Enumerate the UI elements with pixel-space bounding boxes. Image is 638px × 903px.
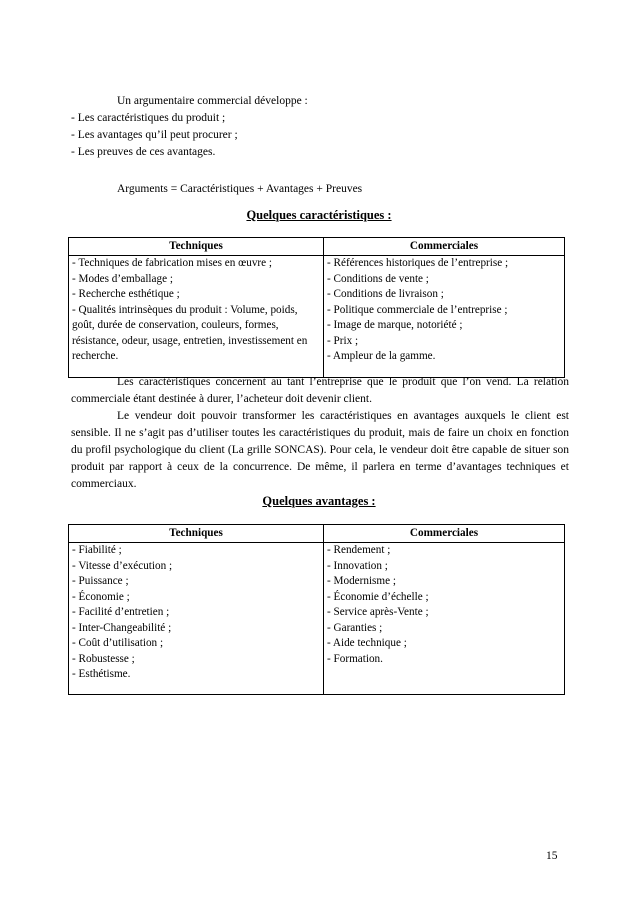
- list-item: - Aide technique ;: [327, 637, 407, 649]
- intro-lead: Un argumentaire commercial développe :: [117, 95, 308, 107]
- page-number: 15: [546, 850, 558, 862]
- list-item: - Modes d’emballage ;: [72, 272, 173, 285]
- list-item: - Recherche esthétique ;: [72, 288, 180, 300]
- commerciales-cell: [324, 256, 565, 378]
- list-item: - Économie ;: [72, 590, 130, 603]
- list-item: - Service après-Vente ;: [327, 606, 429, 618]
- arguments-formula: Arguments = Caractéristiques + Avantages + Preuves: [117, 183, 363, 195]
- caracteristiques-table: [68, 237, 565, 378]
- list-item: - Image de marque, notoriété ;: [327, 319, 463, 331]
- list-item: - Esthétisme.: [72, 668, 131, 680]
- paragraph: Les caractéristiques concernent au tant l’entreprise que le produit que l’on vend. La relation commerciale étant destinée à durer, l’acheteur doit devenir client.: [71, 376, 569, 405]
- list-item: - Garanties ;: [327, 621, 383, 634]
- intro-block: [71, 93, 571, 161]
- list-item: - Modernisme ;: [327, 575, 396, 587]
- list-item: - Vitesse d’exécution ;: [72, 559, 173, 572]
- intro-item: - Les caractéristiques du produit ;: [71, 112, 226, 124]
- list-item: - Inter-Changeabilité ;: [72, 621, 172, 634]
- list-item: - Robustesse ;: [72, 652, 135, 665]
- list-item: - Prix ;: [327, 334, 359, 347]
- list-item: - Facilité d’entretien ;: [72, 606, 170, 618]
- techniques-cell: [69, 256, 324, 378]
- body-text: [71, 374, 569, 493]
- list-item: - Fiabilité ;: [72, 544, 122, 556]
- list-item: - Politique commerciale de l’entreprise ;: [327, 303, 508, 316]
- list-item: - Conditions de livraison ;: [327, 288, 444, 300]
- column-header-techniques: Techniques: [69, 525, 324, 543]
- list-item: - Coût d’utilisation ;: [72, 637, 164, 649]
- section-title-caracteristiques: Quelques caractéristiques :: [246, 208, 392, 222]
- paragraph: Le vendeur doit pouvoir transformer les caractéristiques en avantages auxquels le client est sensible. Il ne s’agit pas d’utiliser toutes les caractéristiques du produit, mais de faire un choix en fonction du profil psychologique du client (La grille SONCAS). Pour cela, le vendeur doit être capable de situer son produit par rapport à ceux de la concurrence. De même, il parlera en terme d’avantages techniques et commerciaux.: [71, 410, 569, 490]
- section-title-avantages: Quelques avantages :: [262, 494, 376, 508]
- list-item: - Références historiques de l’entreprise ;: [327, 257, 509, 269]
- intro-item: - Les preuves de ces avantages.: [71, 146, 216, 158]
- list-item: - Économie d’échelle ;: [327, 590, 429, 603]
- list-item: - Innovation ;: [327, 559, 388, 572]
- list-item: - Formation.: [327, 652, 383, 665]
- list-item: - Puissance ;: [72, 575, 129, 587]
- column-header-commerciales: Commerciales: [324, 238, 565, 256]
- list-item: - Qualités intrinsèques du produit : Volume, poids, goût, durée de conservation, couleurs, formes, résistance, odeur, usage, entretien, investissement en recherche.: [72, 303, 308, 362]
- list-item: - Rendement ;: [327, 544, 391, 556]
- list-item: - Techniques de fabrication mises en œuvre ;: [72, 257, 273, 269]
- techniques-cell: [69, 543, 324, 695]
- list-item: - Conditions de vente ;: [327, 272, 429, 285]
- column-header-techniques: Techniques: [69, 238, 324, 256]
- commerciales-cell: [324, 543, 565, 695]
- column-header-commerciales: Commerciales: [324, 525, 565, 543]
- intro-item: - Les avantages qu’il peut procurer ;: [71, 129, 238, 141]
- avantages-table: [68, 524, 565, 695]
- list-item: - Ampleur de la gamme.: [327, 350, 436, 362]
